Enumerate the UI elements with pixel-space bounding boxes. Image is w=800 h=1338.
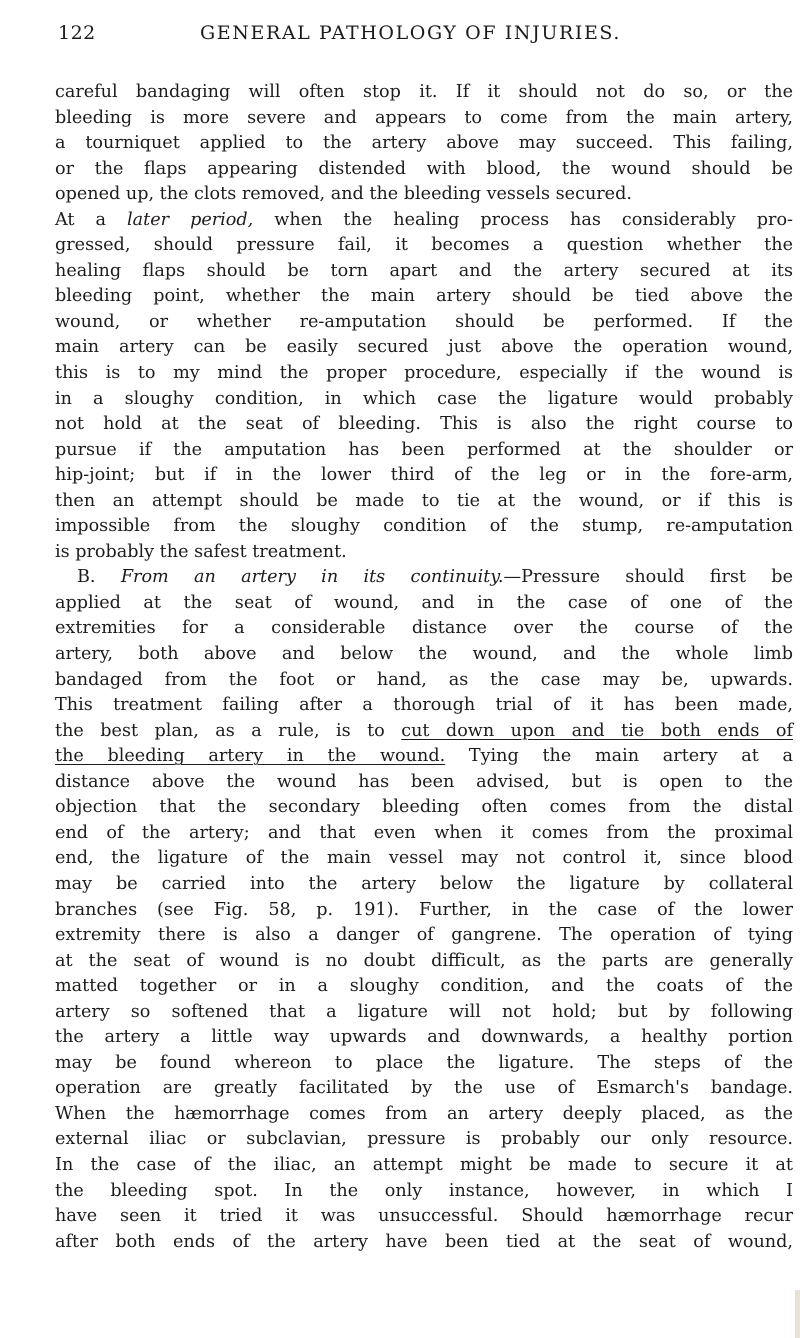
text-run: the best plan, as a rule, is to bbox=[55, 720, 402, 741]
text-line: healing flaps should be torn apart and the artery secured at its bbox=[55, 260, 793, 281]
text-line: may be carried into the artery below the ligature by collateral bbox=[55, 873, 793, 894]
page-edge-shadow bbox=[795, 1290, 800, 1338]
text-line: is probably the safest treatment. bbox=[55, 541, 347, 562]
text-line: When the hæmorrhage comes from an artery deeply placed, as the bbox=[55, 1103, 793, 1124]
text-line: artery, both above and below the wound, and the whole limb bbox=[55, 644, 793, 665]
text-line: bleeding point, whether the main artery should be tied above the bbox=[55, 286, 793, 307]
text-line: then an attempt should be made to tie at the wound, or if this is bbox=[55, 490, 793, 511]
text-line: operation are greatly facilitated by the use of Esmarch's bandage. bbox=[55, 1078, 793, 1099]
text-line: distance above the wound has been advised, but is open to the bbox=[55, 771, 793, 792]
text-line: end of the artery; and that even when it comes from the proximal bbox=[55, 822, 793, 843]
text-line: after both ends of the artery have been tied at the seat of wound, bbox=[55, 1231, 793, 1252]
text-line: wound, or whether re-amputation should be performed. If the bbox=[55, 311, 793, 332]
running-title: GENERAL PATHOLOGY OF INJURIES. bbox=[200, 22, 622, 44]
text-line: artery so softened that a ligature will not hold; but by following bbox=[55, 1001, 793, 1022]
text-line: may be found whereon to place the ligature. The steps of the bbox=[55, 1052, 793, 1073]
text-line: gressed, should pressure fail, it becomes a question whether the bbox=[55, 235, 793, 256]
text-line: this is to my mind the proper procedure, especially if the wound is bbox=[55, 363, 793, 384]
page-number: 122 bbox=[58, 22, 96, 44]
text-line bbox=[55, 208, 793, 234]
running-head bbox=[58, 22, 780, 46]
text-line: bleeding is more severe and appears to come from the main artery, bbox=[55, 107, 793, 128]
text-line: a tourniquet applied to the artery above may succeed. This failing, bbox=[55, 133, 793, 154]
section-marker: B. bbox=[77, 567, 121, 588]
text-line: end, the ligature of the main vessel may not control it, since blood bbox=[55, 848, 793, 869]
text-line: impossible from the sloughy condition of the stump, re-amputation bbox=[55, 516, 793, 537]
text-line: applied at the seat of wound, and in the case of one of the bbox=[55, 592, 793, 613]
text-line: careful bandaging will often stop it. If it should not do so, or the bbox=[55, 82, 793, 102]
text-line: extremity there is also a danger of gangrene. The operation of tying bbox=[55, 925, 793, 946]
text-line bbox=[55, 565, 793, 591]
italic-phrase: later period, bbox=[127, 209, 254, 230]
text-run: Tying the main artery at a bbox=[445, 746, 793, 767]
text-line: have seen it tried it was unsuccessful. Should hæmorrhage recur bbox=[55, 1206, 793, 1227]
text-line: external iliac or subclavian, pressure is probably our only resource. bbox=[55, 1129, 793, 1150]
body-text bbox=[55, 80, 793, 1255]
text-line: branches (see Fig. 58, p. 191). Further, in the case of the lower bbox=[55, 899, 793, 920]
text-line bbox=[55, 744, 793, 770]
text-line: main artery can be easily secured just above the operation wound, bbox=[55, 337, 793, 358]
text-run: At a bbox=[55, 209, 128, 230]
text-line: opened up, the clots removed, and the bleeding vessels secured. bbox=[55, 184, 632, 205]
text-line: hip-joint; but if in the lower third of the leg or in the fore-arm, bbox=[55, 465, 793, 486]
text-line: the artery a little way upwards and downwards, a healthy portion bbox=[55, 1027, 793, 1048]
text-line: In the case of the iliac, an attempt might be made to secure it at bbox=[55, 1154, 793, 1175]
text-line: the bleeding spot. In the only instance, however, in which I bbox=[55, 1180, 793, 1201]
text-line bbox=[55, 719, 793, 745]
text-line: bandaged from the foot or hand, as the case may be, upwards. bbox=[55, 669, 793, 690]
italic-heading: From an artery in its continuity. bbox=[120, 567, 504, 588]
text-line: This treatment failing after a thorough trial of it has been made, bbox=[55, 695, 793, 716]
text-run: when the healing process has considerably pro- bbox=[253, 209, 793, 230]
text-line: pursue if the amputation has been performed at the shoulder or bbox=[55, 439, 793, 460]
text-line: extremities for a considerable distance over the course of the bbox=[55, 618, 793, 639]
text-line: not hold at the seat of bleeding. This is also the right course to bbox=[55, 414, 793, 435]
text-line: in a sloughy condition, in which case the ligature would probably bbox=[55, 388, 793, 409]
text-line: objection that the secondary bleeding often comes from the distal bbox=[55, 797, 793, 818]
text-line: or the flaps appearing distended with blood, the wound should be bbox=[55, 158, 793, 179]
text-line: at the seat of wound is no doubt difficult, as the parts are generally bbox=[55, 950, 793, 971]
underlined-phrase: cut down upon and tie both ends of bbox=[401, 720, 793, 741]
text-line: matted together or in a sloughy condition, and the coats of the bbox=[55, 976, 793, 997]
underlined-phrase: the bleeding artery in the wound. bbox=[55, 746, 446, 767]
text-run: —Pressure should first be bbox=[503, 567, 793, 588]
